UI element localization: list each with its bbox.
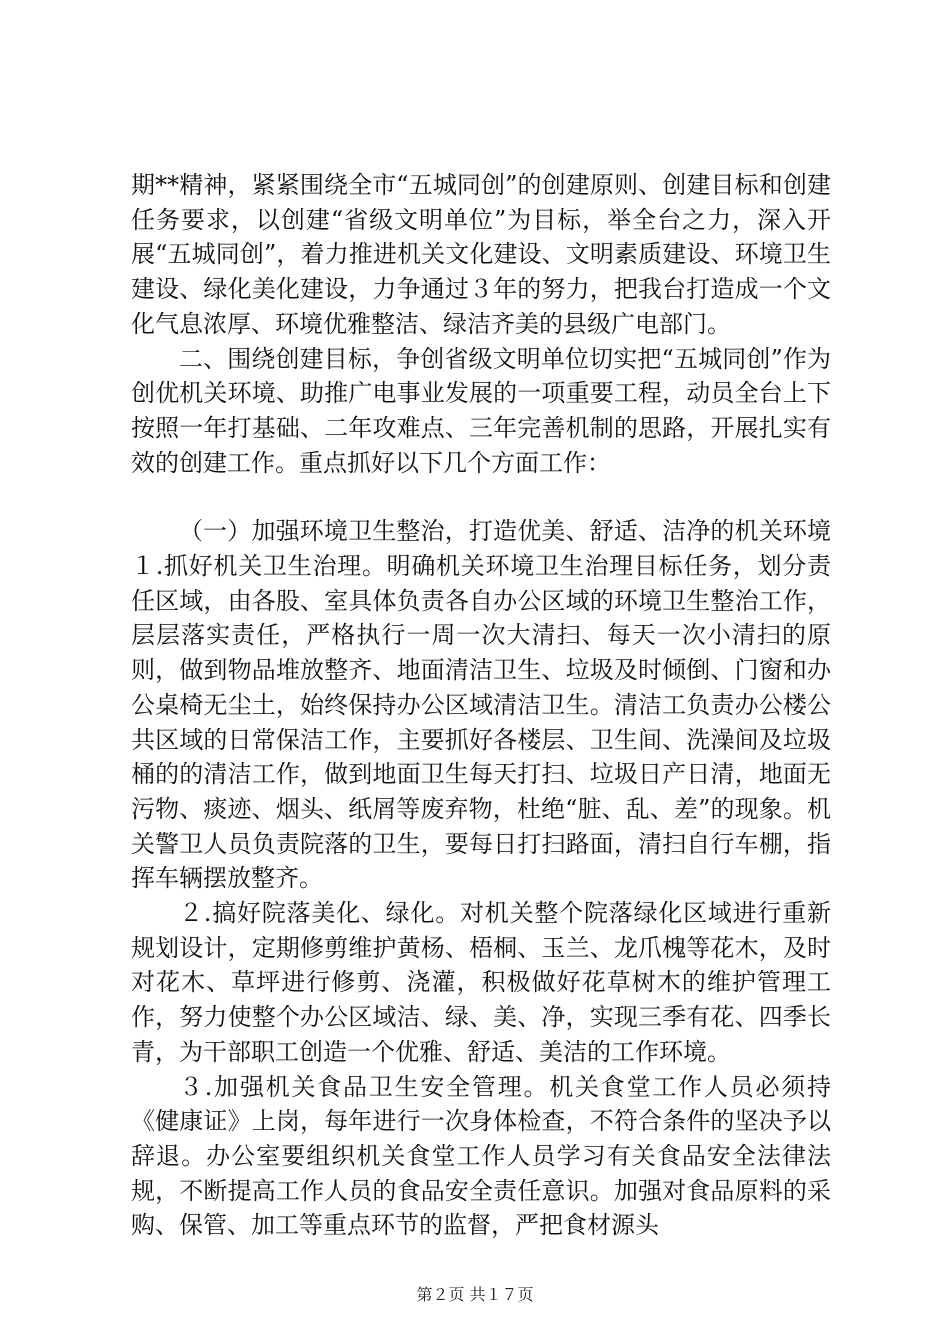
- paragraph-subsection-one: （一）加强环境卫生整治，打造优美、舒适、洁净的机关环境１.抓好机关卫生治理。明确机关环境卫生治理目标任务，划分责任区域，由各股、室具体负责各自办公区域的环境卫生整治工作，层层落实责任，严格执行一周一次大清扫、每天一次小清扫的原则，做到物品堆放整齐、地面清洁卫生、垃圾及时倾倒、门窗和办公桌椅无尘土，始终保持办公区域清洁卫生。清洁工负责办公楼公共区域的日常保洁工作，主要抓好各楼层、卫生间、洗澡间及垃圾桶的的清洁工作，做到地面卫生每天打扫、垃圾日产日清，地面无污物、痰迹、烟头、纸屑等废弃物，杜绝“脏、乱、差”的现象。机关警卫人员负责院落的卫生，要每日打扫路面，清扫自行车棚，指挥车辆摆放整齐。: [131, 517, 831, 893]
- paragraph-item-three: ３.加强机关食品卫生安全管理。机关食堂工作人员必须持《健康证》上岗，每年进行一次身体检查，不符合条件的坚决予以辞退。办公室要组织机关食堂工作人员学习有关食品安全法律法规，不断提高工作人员的食品安全责任意识。加强对食品原料的采购、保管、加工等重点环节的监督，严把食材源头: [131, 1072, 831, 1240]
- paragraph-section-two: 二、围绕创建目标，争创省级文明单位切实把“五城同创”作为创优机关环境、助推广电事业发展的一项重要工程，动员全台上下按照一年打基础、二年攻难点、三年完善机制的思路，开展扎实有效的创建工作。重点抓好以下几个方面工作：: [131, 344, 831, 477]
- document-body: [131, 168, 831, 1243]
- paragraph-continuation: 期**精神，紧紧围绕全市“五城同创”的创建原则、创建目标和创建任务要求，以创建“省级文明单位”为目标，举全台之力，深入开展“五城同创”，着力推进机关文化建设、文明素质建设、环境卫生建设、绿化美化建设，力争通过３年的努力，把我台打造成一个文化气息浓厚、环境优雅整洁、绿洁齐美的县级广电部门。: [131, 171, 831, 338]
- page-number-footer: 第２页 共１７页: [416, 1285, 534, 1304]
- paragraph-item-two: ２.搞好院落美化、绿化。对机关整个院落绿化区域进行重新规划设计，定期修剪维护黄杨、梧桐、玉兰、龙爪槐等花木，及时对花木、草坪进行修剪、浇灌，积极做好花草树木的维护管理工作，努力使整个办公区域洁、绿、美、净，实现三季有花、四季长青，为干部职工创造一个优雅、舒适、美洁的工作环境。: [131, 899, 831, 1066]
